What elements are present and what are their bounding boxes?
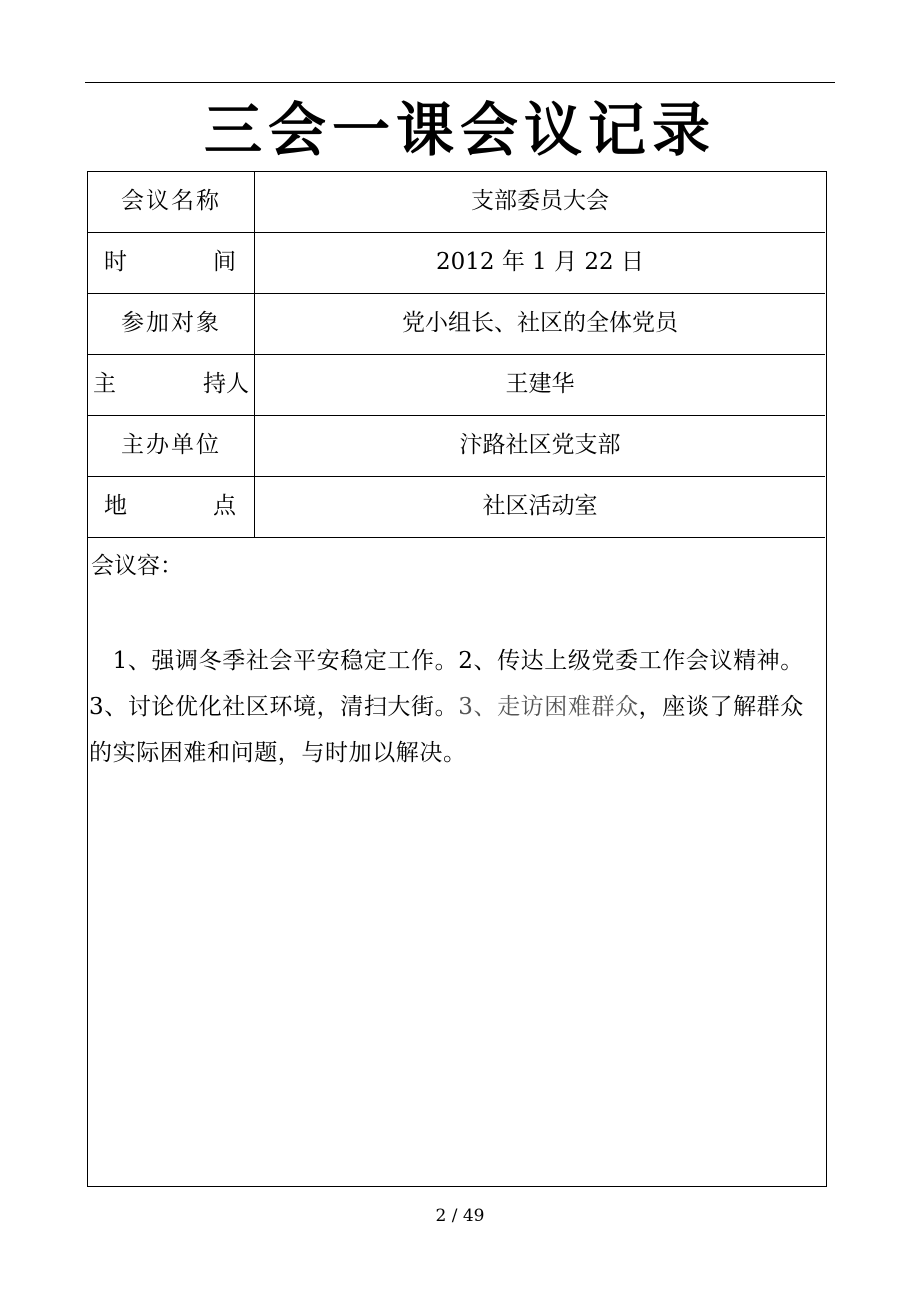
host-value: 王建华 [505,371,575,397]
location-label-right: 点 [213,493,236,519]
attendees-value: 党小组长、社区的全体党员 [402,310,678,336]
row-organizer [88,416,825,477]
meeting-content-section [88,538,825,1184]
meeting-content-label: 会议容： [91,553,183,579]
document-title: 三会一课会议记录 [203,96,716,164]
content-part-1: 1、强调冬季社会平安稳定工作。2、传达上级党委工作会议精神。3、讨论优化社区环境，清扫大街。 [89,648,804,720]
row-host [88,355,825,416]
host-label-right: 持人 [203,371,249,397]
organizer-value: 汴路社区党支部 [459,432,621,458]
content-part-3: ，座谈了解群众的实际困难和问题，与时加以解决。 [89,694,804,766]
time-label-left: 时 [104,249,127,275]
row-attendees [88,294,825,355]
content-part-2: 3、走访困难群众 [458,694,639,720]
row-meeting-name [88,172,825,233]
time-label [88,233,255,293]
host-label [88,355,255,415]
meeting-record-table [87,171,827,1187]
organizer-label: 主办单位 [88,416,255,476]
header-rule [85,82,835,83]
page-number: 2 / 49 [435,1206,485,1226]
location-label-left: 地 [104,493,127,519]
meeting-name-label: 会议名称 [88,172,255,232]
location-label [88,477,255,537]
row-location [88,477,825,538]
row-time [88,233,825,294]
time-value: 2012 年 1 月 22 日 [436,249,644,275]
location-value: 社区活动室 [482,493,598,519]
meeting-content-text [89,638,825,776]
host-label-left: 主 [93,371,116,397]
meeting-name-value: 支部委员大会 [471,188,609,214]
time-label-right: 间 [213,249,236,275]
attendees-label: 参加对象 [88,294,255,354]
